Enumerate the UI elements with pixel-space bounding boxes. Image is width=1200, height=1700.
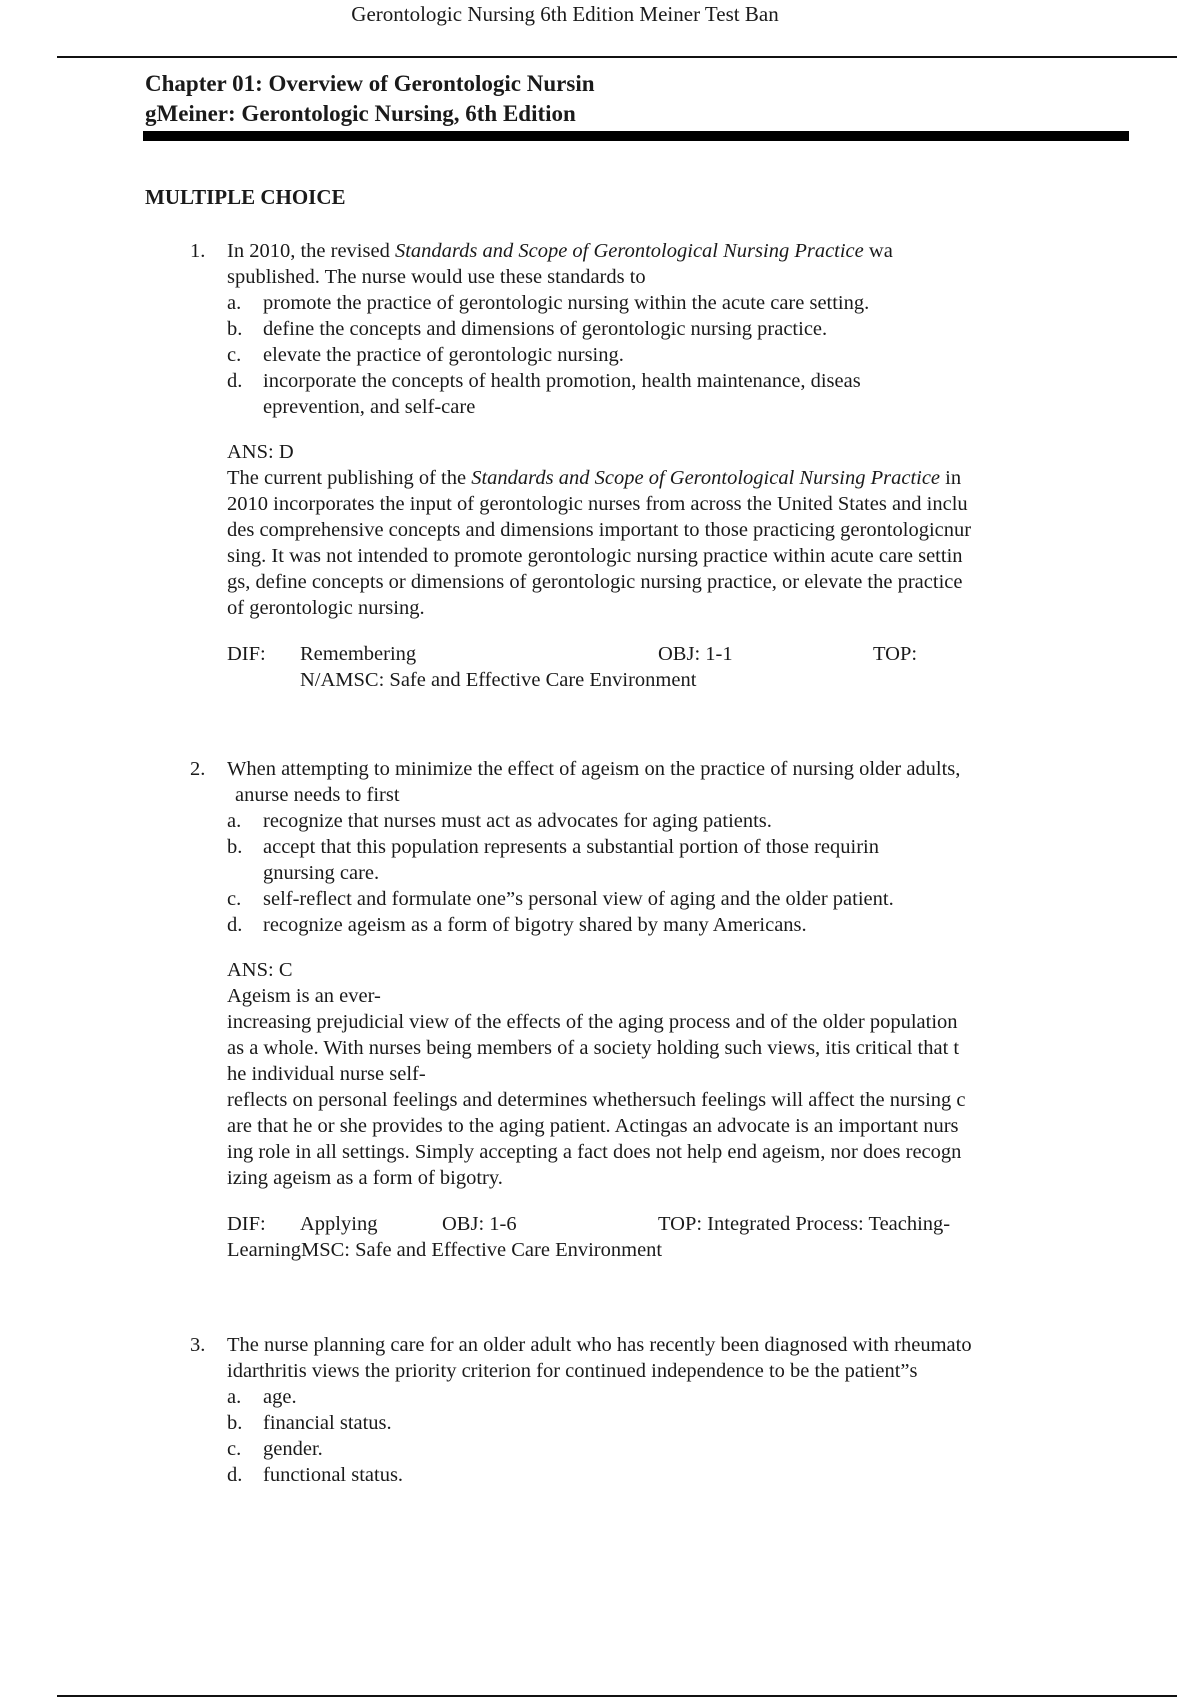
obj-value: OBJ: 1-1: [658, 643, 733, 665]
section-title: MULTIPLE CHOICE: [145, 185, 346, 209]
option-a: a. promote the practice of gerontologic nursing within the acute care setting.: [227, 292, 870, 314]
question-2: [180, 756, 1140, 1263]
obj-value: OBJ: 1-6: [442, 1213, 517, 1235]
question-stem: [180, 238, 1140, 290]
footer-divider: [57, 1695, 1177, 1697]
page-header-title: Gerontologic Nursing 6th Edition Meiner Test Ban: [351, 2, 779, 26]
option-a: a. recognize that nurses must act as advocates for aging patients.: [227, 810, 772, 832]
question-number: 3.: [190, 1334, 206, 1356]
rationale: Ageism is an ever- increasing prejudicial view of the effects of the aging process and of the older population as a whole. With nurses being members of a society holding such views, itis critical that t he individual nurse self- reflects on personal feelings and determines whethersuch feelings will affect the nursing c are that he or she provides to the aging patient. Actingas an advocate is an important nurs ing role in all settings. Simply accepting a fact does not help end ageism, nor does recogn izing ageism as a form of bigotry.: [227, 985, 966, 1189]
option-b: b. financial status.: [227, 1412, 392, 1434]
chapter-heading-line2: gMeiner: Gerontologic Nursing, 6th Edition: [145, 101, 576, 126]
question-stem-line2: anurse needs to first: [235, 784, 400, 806]
dif-label: DIF:: [227, 643, 266, 665]
question-stem-line2: idarthritis views the priority criterion for continued independence to be the patient”s: [227, 1360, 918, 1382]
top-value: TOP:: [873, 643, 918, 665]
question-stem-line2: spublished. The nurse would use these standards to: [227, 266, 646, 288]
question-stem: [180, 1332, 1140, 1384]
option-b: b. accept that this population represents a substantial portion of those requirin gnursing care.: [227, 836, 879, 884]
answer-key: ANS: D: [227, 441, 294, 463]
question-meta: [180, 641, 1140, 693]
question-meta: [180, 1211, 1140, 1263]
chapter-heading: [145, 69, 595, 129]
question-stem-line1: In 2010, the revised Standards and Scope of Gerontological Nursing Practice wa: [227, 240, 893, 262]
question-stem-line1: The nurse planning care for an older adult who has recently been diagnosed with rheumato: [227, 1334, 972, 1356]
answer-block: [180, 439, 1140, 621]
question-1: [180, 238, 1140, 693]
header-divider: [57, 56, 1177, 58]
option-b: b. define the concepts and dimensions of gerontologic nursing practice.: [227, 318, 828, 340]
question-number: 2.: [190, 758, 206, 780]
rationale: The current publishing of the Standards and Scope of Gerontological Nursing Practice in 2010 incorporates the input of gerontologic nurses from across the United States and inclu des comprehensive concepts and dimensions important to those practicing gerontologicnur sing. It was not intended to promote gerontologic nursing practice within acute care settin gs, define concepts or dimensions of gerontologic nursing practice, or elevate the practice of gerontologic nursing.: [227, 467, 972, 619]
question-stem-line1: When attempting to minimize the effect of ageism on the practice of nursing older adults,: [227, 758, 961, 780]
dif-value: Applying: [300, 1213, 378, 1235]
option-d: d. functional status.: [227, 1464, 404, 1486]
option-c: c. gender.: [227, 1438, 323, 1460]
option-d: d. recognize ageism as a form of bigotry shared by many Americans.: [227, 914, 807, 936]
question-3: [180, 1332, 1140, 1488]
answer-block: [180, 957, 1140, 1191]
option-c: c. self-reflect and formulate one”s personal view of aging and the older patient.: [227, 888, 894, 910]
option-d: d. incorporate the concepts of health promotion, health maintenance, diseas eprevention, and self-care: [227, 370, 861, 418]
dif-value: Remembering: [300, 643, 417, 665]
question-number: 1.: [190, 240, 206, 262]
msc-value: LearningMSC: Safe and Effective Care Environment: [227, 1239, 663, 1261]
chapter-bar: [143, 131, 1129, 141]
option-a: a. age.: [227, 1386, 297, 1408]
dif-label: DIF:: [227, 1213, 266, 1235]
answer-key: ANS: C: [227, 959, 293, 981]
top-value: TOP: Integrated Process: Teaching-: [658, 1213, 951, 1235]
chapter-heading-line1: Chapter 01: Overview of Gerontologic Nursin: [145, 71, 595, 96]
question-stem: [180, 756, 1140, 808]
option-c: c. elevate the practice of gerontologic nursing.: [227, 344, 624, 366]
msc-value: N/AMSC: Safe and Effective Care Environment: [300, 669, 697, 691]
